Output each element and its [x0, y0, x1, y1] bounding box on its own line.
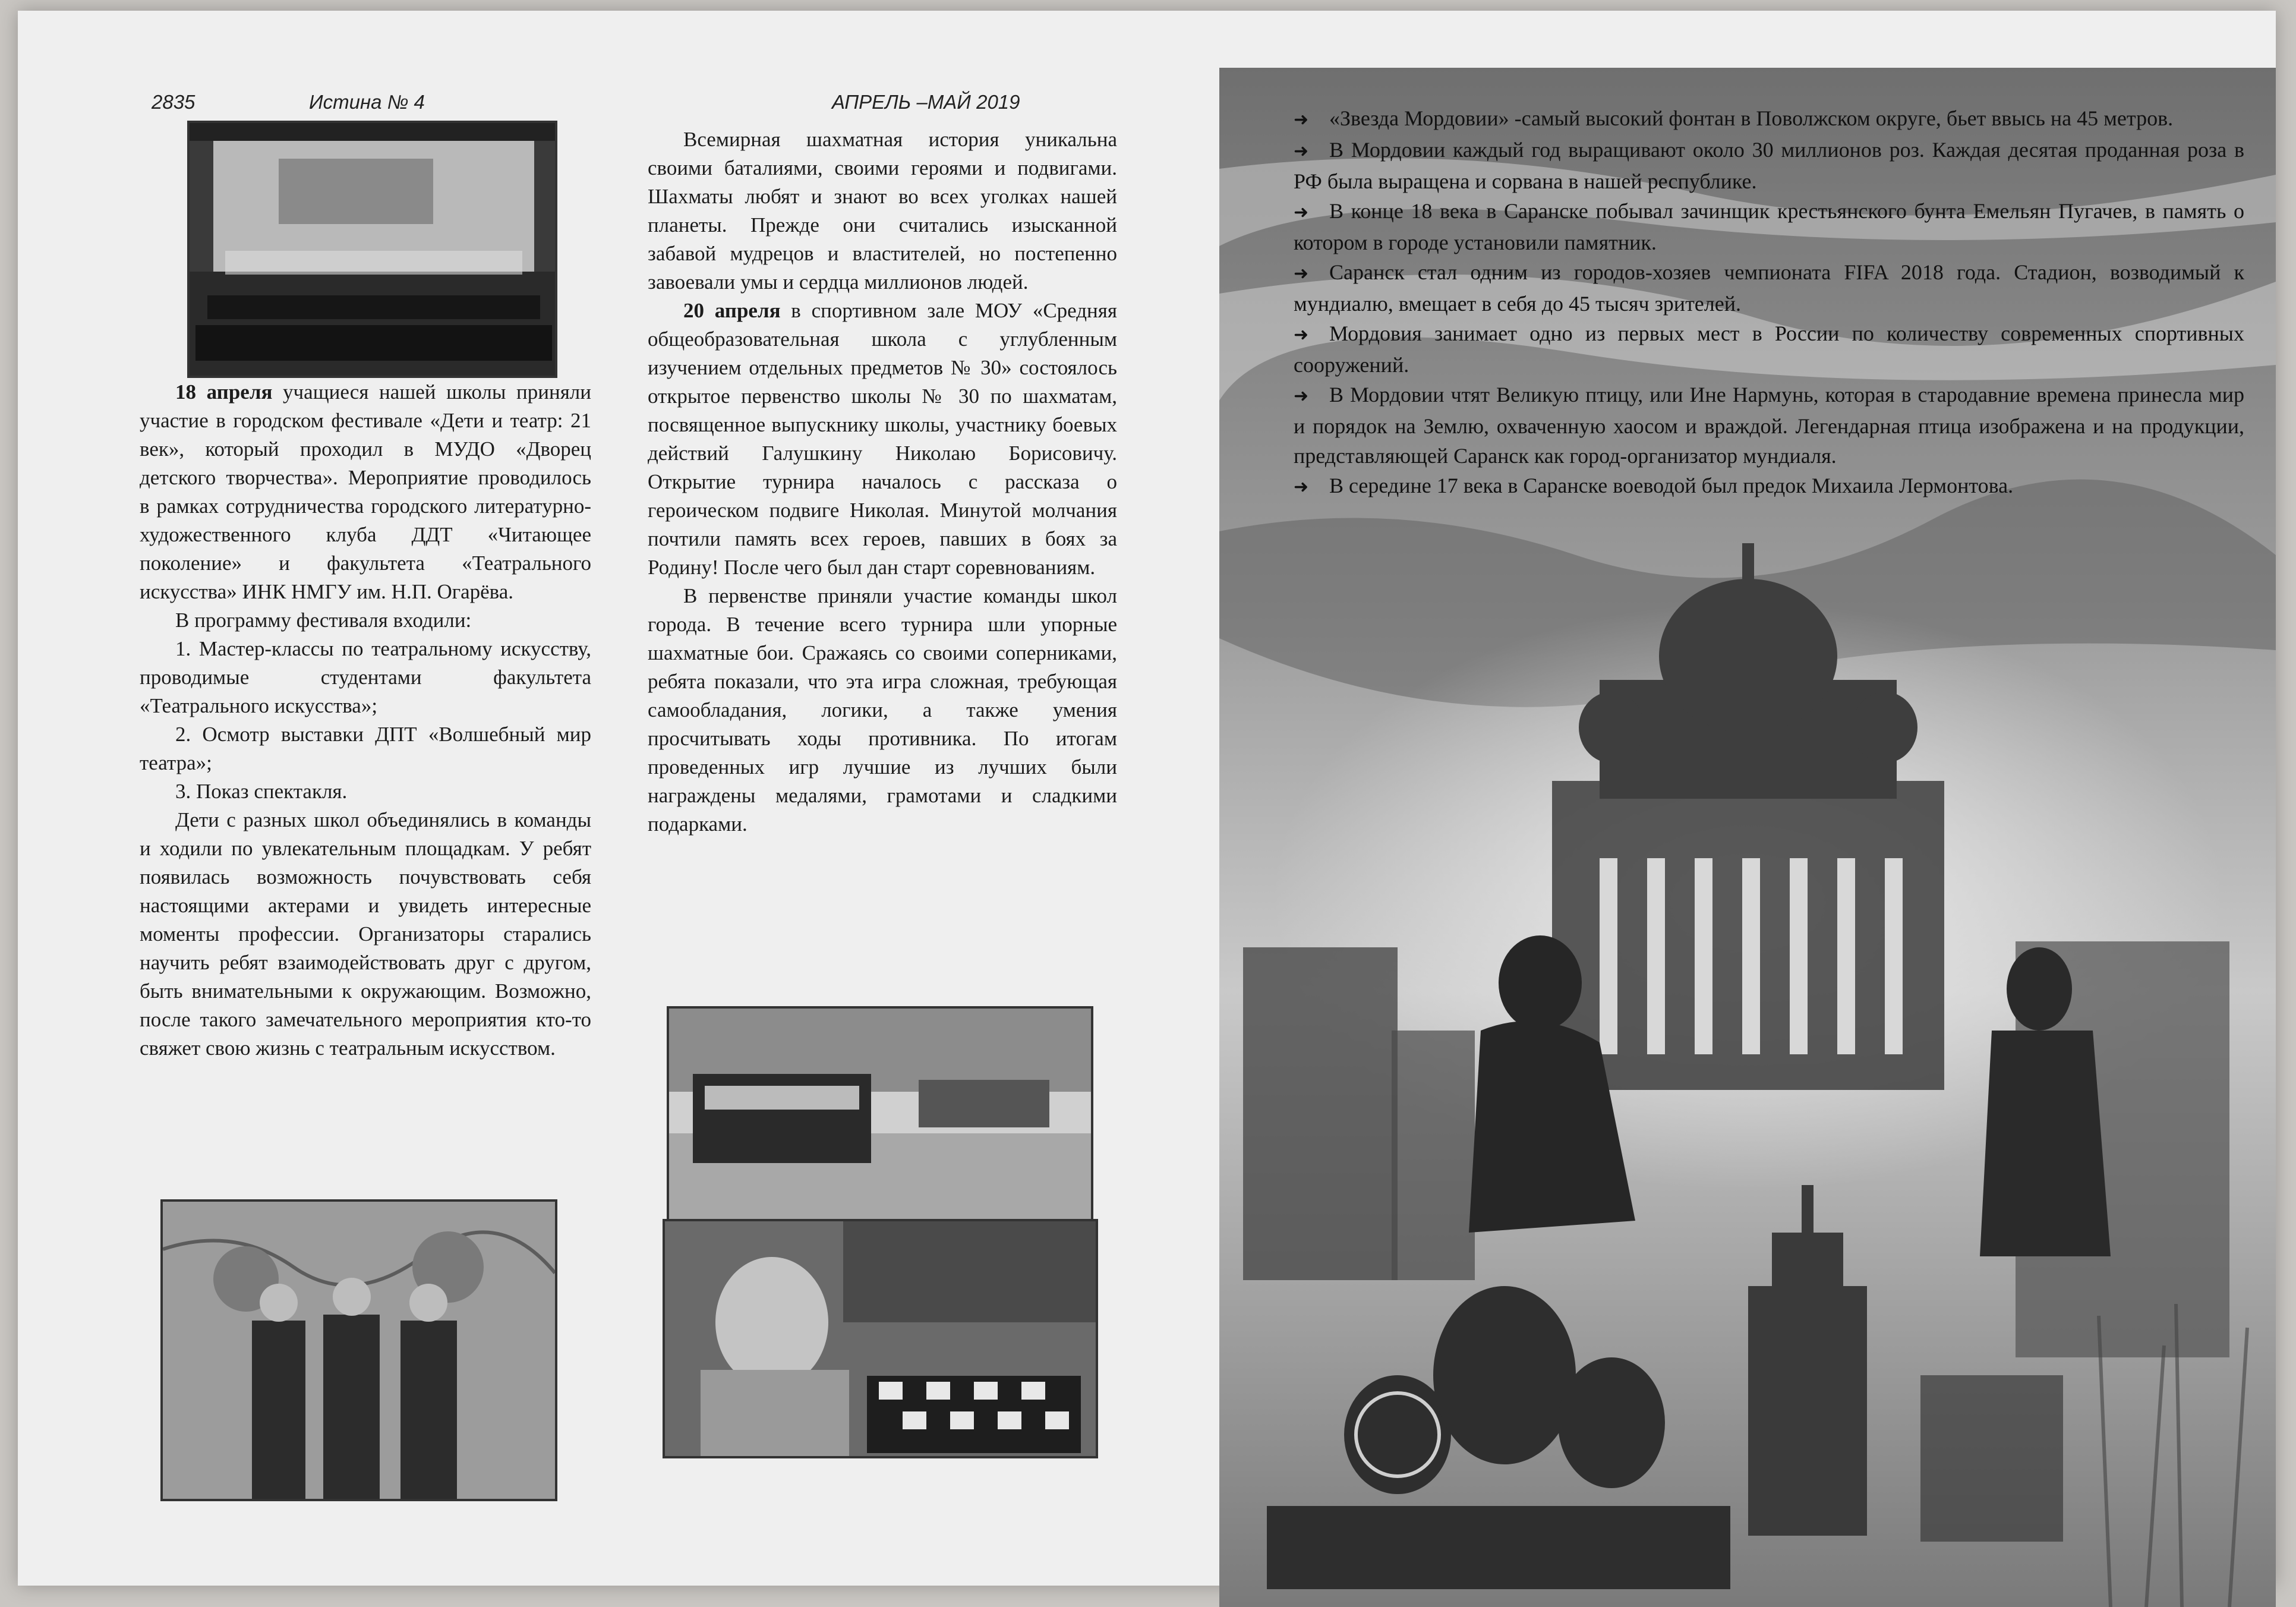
mordovia-facts-panel — [1219, 68, 2276, 1607]
arrow-bullet-icon: ➜ — [1294, 203, 1309, 222]
article-theatre-festival — [140, 378, 591, 1063]
program-item-1: 1. Мастер-классы по театральному искусству, проводимые студентами факультета «Театрального искусства»; — [140, 637, 591, 717]
fact-lermontov: ➜ В середине 17 века в Саранске воеводой был предок Михаила Лермонтова. — [1294, 471, 2244, 502]
fact-sports: ➜ Мордовия занимает одно из первых мест в России по количеству современных спортивных сооружений. — [1294, 322, 2244, 377]
festival-conclusion: Дети с разных школ объединялись в команды и ходили по увлекательным площадкам. У ребят появилась возможность почувствовать себя настоящими актерами и увидеть интересные моменты профессии. Организаторы старались научить ребят взаимодействовать друг с другом, быть внимательными к окружающим. Возможно, после такого замечательного мероприятия кто-то свяжет свою жизнь с театральным искусством. — [140, 808, 591, 1060]
fact-roses: ➜ В Мордовии каждый год выращивают около 30 миллионов роз. Каждая десятая проданная роза в РФ была выращена и сорвана в нашей республике. — [1294, 138, 2244, 193]
chess-event-text: в спортивном зале МОУ «Средняя общеобразовательная школа с углубленным изучением отдельных предметов № 30» состоялось открытое первенство школы № 30 по шахматам, посвященное выпускнику школы, участнику боевых действий Галушкину Николаю Борисовичу. Открытие турнира началось с рассказа о героическом подвиге Николая. Минутой молчания почтили память всех героев, павших в боях за Родину! После чего был дан старт соревнованиям. — [648, 299, 1117, 579]
chess-intro: Всемирная шахматная история уникальна своими баталиями, своими героями и подвигами. Шахматы любят и знают во всех уголках нашей планеты. Прежде они считались изысканной забавой мудрецов и властителей, но постепенно завоевали умы и сердца миллионов людей. — [648, 128, 1117, 294]
chess-date: 20 апреля — [683, 299, 781, 322]
newspaper-issue: Истина № 4 — [309, 91, 425, 113]
program-item-3: 3. Показ спектакля. — [175, 780, 348, 803]
theatre-stage-photo — [187, 121, 557, 378]
gym-lineup-photo — [667, 1006, 1093, 1222]
arrow-bullet-icon: ➜ — [1294, 110, 1309, 130]
chess-event-paragraph — [648, 297, 1117, 582]
students-uniform-photo — [160, 1199, 557, 1501]
fact-great-bird: ➜ В Мордовии чтят Великую птицу, или Ине Нармунь, которая в стародавние времена принесла мир и порядок на Землю, охваченную хаосом и враждой. Легендарная птица изображена и на продукции, представляющей Саранск как город-организатор мундиаля. — [1294, 383, 2244, 468]
festival-date: 18 апреля — [175, 380, 273, 404]
fact-fountain: ➜ «Звезда Мордовии» -самый высокий фонтан в Поволжском округе, бьет ввысь на 45 метров. — [1294, 103, 2244, 135]
arrow-bullet-icon: ➜ — [1294, 386, 1309, 406]
fact-fifa: ➜ Саранск стал одним из городов-хозяев чемпионата FIFA 2018 года. Стадион, возводимый к мундиалю, вмещает в себя до 45 тысяч зрителей. — [1294, 260, 2244, 316]
arrow-bullet-icon: ➜ — [1294, 325, 1309, 345]
facts-list — [1294, 103, 2244, 502]
arrow-bullet-icon: ➜ — [1294, 264, 1309, 283]
program-item-2: 2. Осмотр выставки ДПТ «Волшебный мир театра»; — [140, 723, 591, 774]
fact-pugachev: ➜ В конце 18 века в Саранске побывал зачинщик крестьянского бунта Емельян Пугачев, в память о котором в городе установили памятник. — [1294, 199, 2244, 254]
newspaper-spread — [18, 11, 2276, 1586]
issue-date: АПРЕЛЬ –МАЙ 2019 — [832, 91, 1020, 113]
festival-program-intro: В программу фестиваля входили: — [175, 609, 472, 632]
chess-results: В первенстве приняли участие команды школ города. В течение всего турнира шли упорные шахматные бои. Сражаясь со своими соперниками, ребята показали, что эта игра сложная, требующая самообладания, логики, а также умения просчитывать ходы противника. По итогам проведенных игр лучшие из лучших были награждены медалями, грамотами и сладкими подарками. — [648, 584, 1117, 836]
festival-text: учащиеся нашей школы приняли участие в городском фестивале «Дети и театр: 21 век», который проходил в МУДО «Дворец детского творчества». Мероприятие проводилось в рамках сотрудничества городского литературно-художественного клуба ДДТ «Читающее поколение» и факультета «Театрального искусства» ИНК НМГУ им. Н.П. Огарёва. — [140, 380, 591, 603]
page-number: 2835 — [152, 91, 195, 113]
festival-paragraph — [140, 378, 591, 606]
arrow-bullet-icon: ➜ — [1294, 477, 1309, 497]
chess-players-photo — [663, 1219, 1098, 1458]
article-chess-tournament — [648, 125, 1117, 839]
arrow-bullet-icon: ➜ — [1294, 141, 1309, 161]
